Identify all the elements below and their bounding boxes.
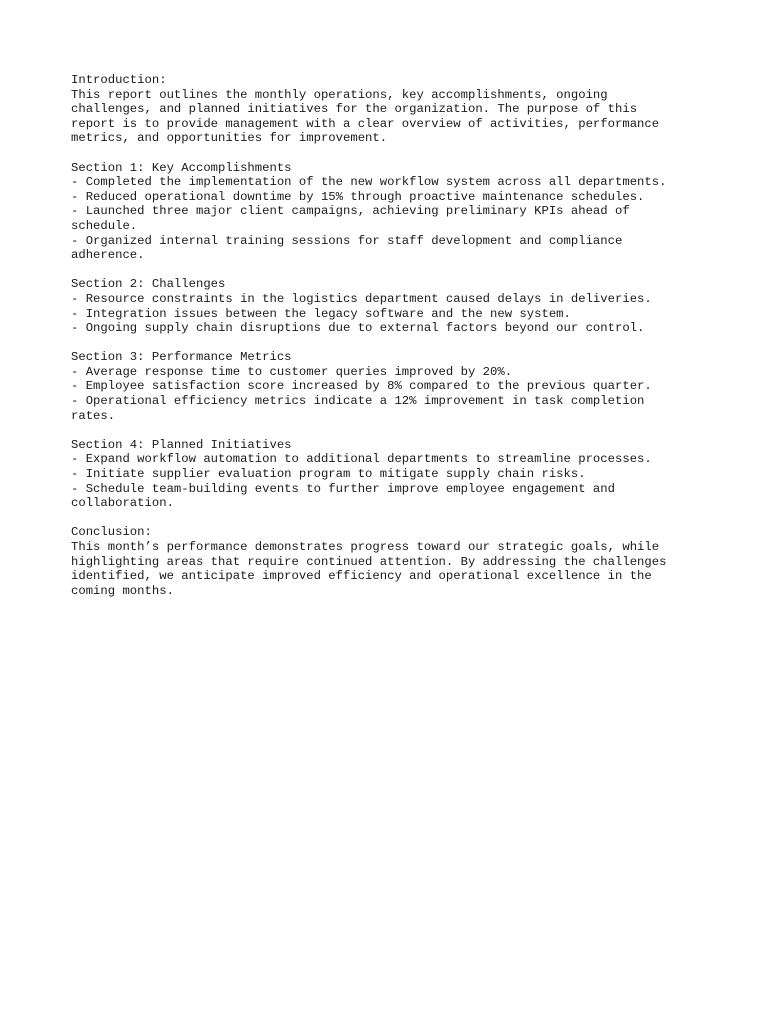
introduction-text-line: This report outlines the monthly operations, key accomplishments, ongoing	[71, 87, 608, 102]
conclusion-text-line: This month’s performance demonstrates progress toward our strategic goals, while	[71, 540, 660, 554]
list-item: - Initiate supplier evaluation program to mitigate supply chain risks.	[71, 467, 586, 482]
introduction-text-line: metrics, and opportunities for improvement.	[71, 131, 388, 146]
challenges-heading: Section 2: Challenges	[71, 277, 226, 292]
conclusion-text-line: coming months.	[71, 583, 174, 598]
list-item: - Resource constraints in the logistics department caused delays in deliveries.	[71, 291, 652, 306]
list-item: - Organized internal training sessions for staff development and compliance	[71, 233, 623, 248]
list-item: - Integration issues between the legacy software and the new system.	[71, 306, 571, 321]
list-item-continuation: schedule.	[71, 218, 138, 233]
key-accomplishments-section	[71, 161, 701, 263]
conclusion-text-line: identified, we anticipate improved efficiency and operational excellence in the	[71, 569, 652, 584]
list-item: - Schedule team-building events to further improve employee engagement and	[71, 481, 615, 496]
performance-metrics-section	[71, 350, 701, 423]
list-item: - Operational efficiency metrics indicate a 12% improvement in task completion	[71, 394, 645, 409]
document-page	[71, 73, 701, 613]
introduction-text-line: report is to provide management with a clear overview of activities, performance	[71, 116, 660, 131]
planned-initiatives-section	[71, 438, 701, 511]
introduction-section	[71, 73, 701, 146]
performance-metrics-heading: Section 3: Performance Metrics	[71, 350, 292, 365]
list-item-continuation: rates.	[71, 408, 116, 423]
list-item: - Expand workflow automation to additional departments to streamline processes.	[71, 452, 652, 467]
list-item-continuation: collaboration.	[71, 496, 174, 511]
list-item-continuation: adherence.	[71, 248, 145, 263]
list-item: - Launched three major client campaigns, achieving preliminary KPIs ahead of	[71, 204, 630, 219]
list-item: - Employee satisfaction score increased by 8% compared to the previous quarter.	[71, 379, 652, 394]
list-item: - Reduced operational downtime by 15% through proactive maintenance schedules.	[71, 189, 645, 204]
introduction-heading: Introduction:	[71, 73, 167, 87]
list-item: - Completed the implementation of the new workflow system across all departments.	[71, 175, 667, 190]
list-item: - Average response time to customer queries improved by 20%.	[71, 364, 513, 379]
conclusion-section	[71, 525, 701, 598]
introduction-text-line: challenges, and planned initiatives for the organization. The purpose of this	[71, 102, 638, 117]
conclusion-heading: Conclusion:	[71, 525, 152, 540]
key-accomplishments-heading: Section 1: Key Accomplishments	[71, 160, 292, 175]
planned-initiatives-heading: Section 4: Planned Initiatives	[71, 437, 292, 452]
challenges-section	[71, 277, 701, 335]
list-item: - Ongoing supply chain disruptions due to external factors beyond our control.	[71, 321, 645, 336]
conclusion-text-line: highlighting areas that require continued attention. By addressing the challenges	[71, 554, 667, 569]
